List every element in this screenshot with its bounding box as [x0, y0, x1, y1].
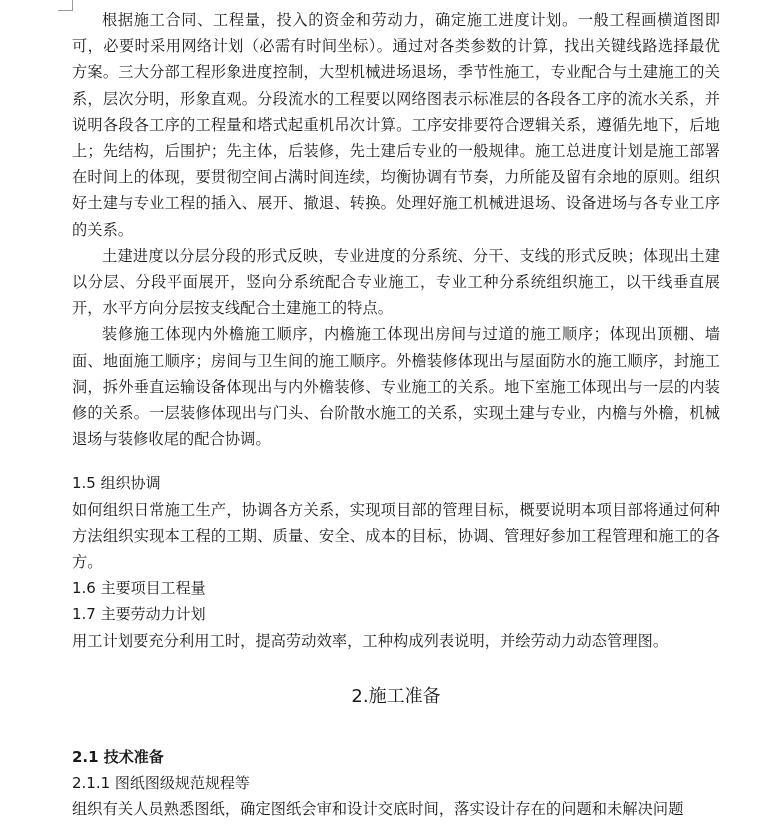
section-heading-2-1-1: 2.1.1 图纸图级规范规程等 [72, 774, 250, 793]
section-body-2-1-1: 组织有关人员熟悉图纸，确定图纸会审和设计交底时间，落实设计存在的问题和未解决问题 [72, 800, 684, 819]
page-corner-mark [58, 0, 73, 11]
paragraph-civil-progress: 土建进度以分层分段的形式反映，专业进度的分系统、分干、支线的形式反映；体现出土建以分层、分段平面展开，竖向分系统配合专业施工，专业工种分系统组织施工，以干线垂直展开，水平方向分层按支线配合土建施工的特点。 [72, 246, 720, 318]
section-body-1-7: 用工计划要充分利用工时，提高劳动效率，工种构成列表说明，并绘劳动力动态管理图。 [72, 631, 669, 650]
spacer [72, 452, 720, 470]
section-heading-1-5: 1.5 组织协调 [72, 474, 161, 493]
spacer [72, 654, 720, 682]
section-body-1-5: 如何组织日常施工生产，协调各方关系，实现项目部的管理目标，概要说明本项目部将通过何种方法组织实现本工程的工期、质量、安全、成本的目标，协调、管理好参加工程管理和施工的各方。 [72, 500, 720, 572]
document-body [72, 7, 720, 822]
section-heading-1-7: 1.7 主要劳动力计划 [72, 605, 206, 624]
paragraph-decoration-sequence: 装修施工体现内外檐施工顺序，内檐施工体现出房间与过道的施工顺序；体现出顶棚、墙面、地面施工顺序；房间与卫生间的施工顺序。外檐装修体现出与屋面防水的施工顺序，封施工洞，拆外垂直运输设备体现出与内外檐装修、专业施工的关系。地下室施工体现出与一层的内装修的关系。一层装修体现出与门头、台阶散水施工的关系，实现土建与专业，内檐与外檐，机械退场与装修收尾的配合协调。 [72, 325, 720, 449]
paragraph-schedule-plan: 根据施工合同、工程量，投入的资金和劳动力，确定施工进度计划。一般工程画横道图即可，必要时采用网络计划（必需有时间坐标）。通过对各类参数的计算，找出关键线路选择最优方案。三大分部工程形象进度控制，大型机械进场退场，季节性施工，专业配合与土建施工的关系，层次分明，形象直观。分段流水的工程要以网络图表示标准层的各段各工序的流水关系，并说明各段各工序的工程量和塔式起重机吊次计算。工序安排要符合逻辑关系，遵循先地下，后地上；先结构，后围护；先主体，后装修，先土建后专业的一般规律。施工总进度计划是施工部署在时间上的体现，要贯彻空间占满时间连续，均衡协调有节奏，力所能及留有余地的原则。组织好土建与专业工程的插入、展开、撤退、转换。处理好施工机械进退场、设备进场与各专业工序的关系。 [72, 11, 720, 239]
section-heading-2-1: 2.1 技术准备 [72, 747, 164, 766]
section-heading-1-6: 1.6 主要项目工程量 [72, 579, 206, 598]
chapter-title-2: 2.施工准备 [351, 685, 441, 707]
spacer [72, 712, 720, 744]
